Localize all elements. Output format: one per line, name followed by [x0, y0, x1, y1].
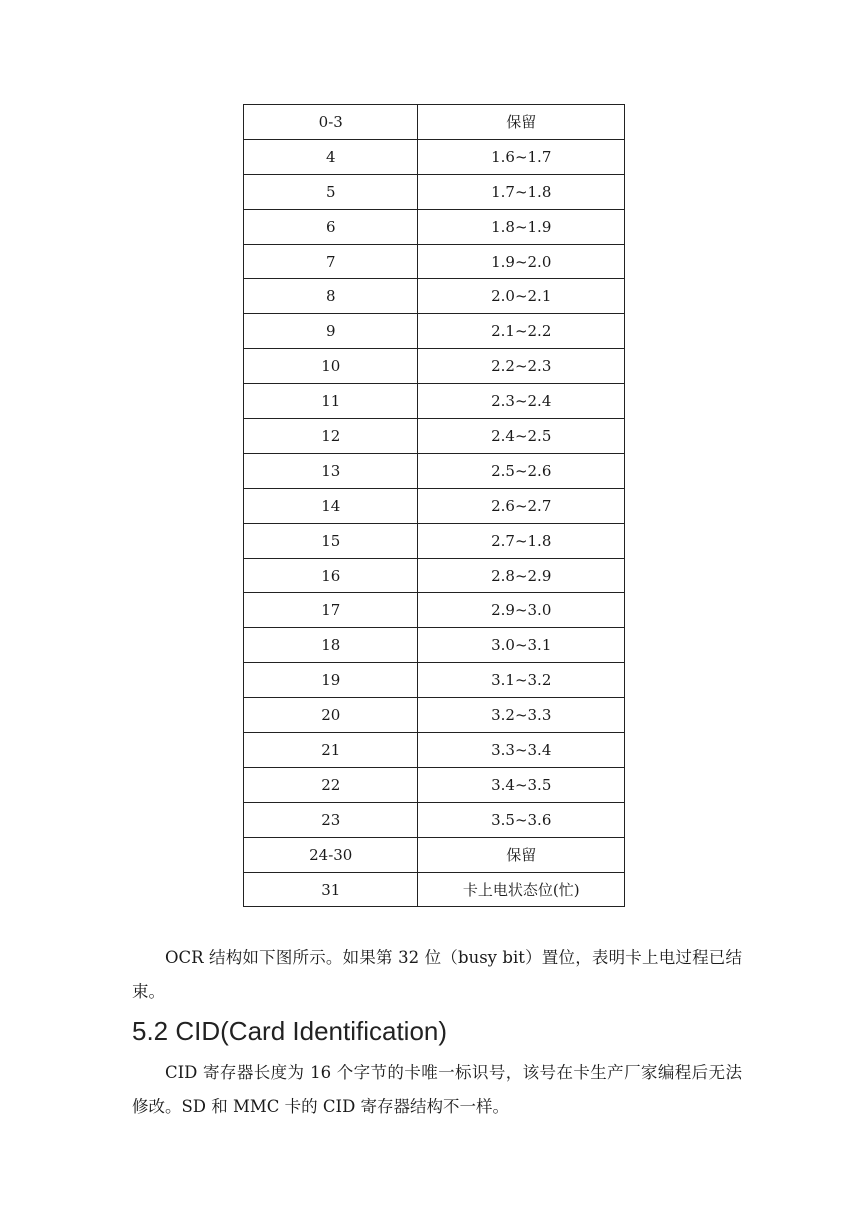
ocr-bit-cell: 4: [244, 139, 418, 174]
ocr-description-paragraph: OCR 结构如下图所示。如果第 32 位（busy bit）置位，表明卡上电过程已结束。: [132, 948, 742, 1001]
table-row: [244, 698, 625, 733]
ocr-voltage-cell: 2.2~2.3: [418, 349, 625, 384]
ocr-voltage-cell: 3.0~3.1: [418, 628, 625, 663]
ocr-voltage-cell: 1.6~1.7: [418, 139, 625, 174]
ocr-bit-cell: 7: [244, 244, 418, 279]
ocr-voltage-cell: 3.1~3.2: [418, 663, 625, 698]
ocr-voltage-cell: 2.4~2.5: [418, 419, 625, 454]
table-row: [244, 733, 625, 768]
table-row: [244, 593, 625, 628]
ocr-voltage-table: [243, 104, 625, 907]
ocr-voltage-cell: 1.7~1.8: [418, 174, 625, 209]
ocr-bit-cell: 18: [244, 628, 418, 663]
ocr-voltage-cell: 2.8~2.9: [418, 558, 625, 593]
table-row: [244, 349, 625, 384]
ocr-bit-cell: 9: [244, 314, 418, 349]
table-row: [244, 453, 625, 488]
ocr-voltage-cell: 2.7~1.8: [418, 523, 625, 558]
ocr-bit-cell: 10: [244, 349, 418, 384]
ocr-bit-cell: 20: [244, 698, 418, 733]
ocr-bit-cell: 6: [244, 209, 418, 244]
table-row: [244, 105, 625, 140]
ocr-voltage-cell: 2.9~3.0: [418, 593, 625, 628]
ocr-bit-cell: 31: [244, 872, 418, 907]
ocr-voltage-cell: 3.4~3.5: [418, 767, 625, 802]
table-row: [244, 488, 625, 523]
table-row: [244, 628, 625, 663]
ocr-bit-cell: 24-30: [244, 837, 418, 872]
ocr-voltage-cell: 2.5~2.6: [418, 453, 625, 488]
table-row: [244, 419, 625, 454]
table-row: [244, 663, 625, 698]
ocr-bit-cell: 5: [244, 174, 418, 209]
ocr-bit-cell: 15: [244, 523, 418, 558]
ocr-voltage-cell: 保留: [418, 105, 625, 140]
ocr-voltage-cell: 卡上电状态位(忙): [418, 872, 625, 907]
ocr-voltage-cell: 2.6~2.7: [418, 488, 625, 523]
ocr-voltage-cell: 1.9~2.0: [418, 244, 625, 279]
cid-description-paragraph: CID 寄存器长度为 16 个字节的卡唯一标识号，该号在卡生产厂家编程后无法修改。SD 和 MMC 卡的 CID 寄存器结构不一样。: [132, 1063, 742, 1116]
ocr-voltage-cell: 3.5~3.6: [418, 802, 625, 837]
table-row: [244, 802, 625, 837]
ocr-voltage-cell: 1.8~1.9: [418, 209, 625, 244]
table-row: [244, 837, 625, 872]
ocr-bit-cell: 23: [244, 802, 418, 837]
table-row: [244, 558, 625, 593]
section-heading: 5.2 CID(Card Identification): [132, 1016, 448, 1046]
ocr-bit-cell: 14: [244, 488, 418, 523]
ocr-bit-cell: 19: [244, 663, 418, 698]
table-row: [244, 523, 625, 558]
table-row: [244, 872, 625, 907]
table-row: [244, 314, 625, 349]
ocr-voltage-cell: 3.3~3.4: [418, 733, 625, 768]
ocr-bit-cell: 16: [244, 558, 418, 593]
table-row: [244, 139, 625, 174]
table-row: [244, 174, 625, 209]
ocr-bit-cell: 11: [244, 384, 418, 419]
ocr-voltage-cell: 保留: [418, 837, 625, 872]
ocr-bit-cell: 17: [244, 593, 418, 628]
ocr-voltage-cell: 2.1~2.2: [418, 314, 625, 349]
ocr-table-body: [244, 105, 625, 907]
ocr-bit-cell: 12: [244, 419, 418, 454]
table-row: [244, 244, 625, 279]
ocr-bit-cell: 0-3: [244, 105, 418, 140]
ocr-voltage-cell: 2.3~2.4: [418, 384, 625, 419]
ocr-bit-cell: 21: [244, 733, 418, 768]
table-row: [244, 279, 625, 314]
ocr-voltage-cell: 2.0~2.1: [418, 279, 625, 314]
ocr-bit-cell: 8: [244, 279, 418, 314]
ocr-voltage-cell: 3.2~3.3: [418, 698, 625, 733]
table-row: [244, 209, 625, 244]
table-row: [244, 767, 625, 802]
ocr-bit-cell: 13: [244, 453, 418, 488]
table-row: [244, 384, 625, 419]
ocr-bit-cell: 22: [244, 767, 418, 802]
